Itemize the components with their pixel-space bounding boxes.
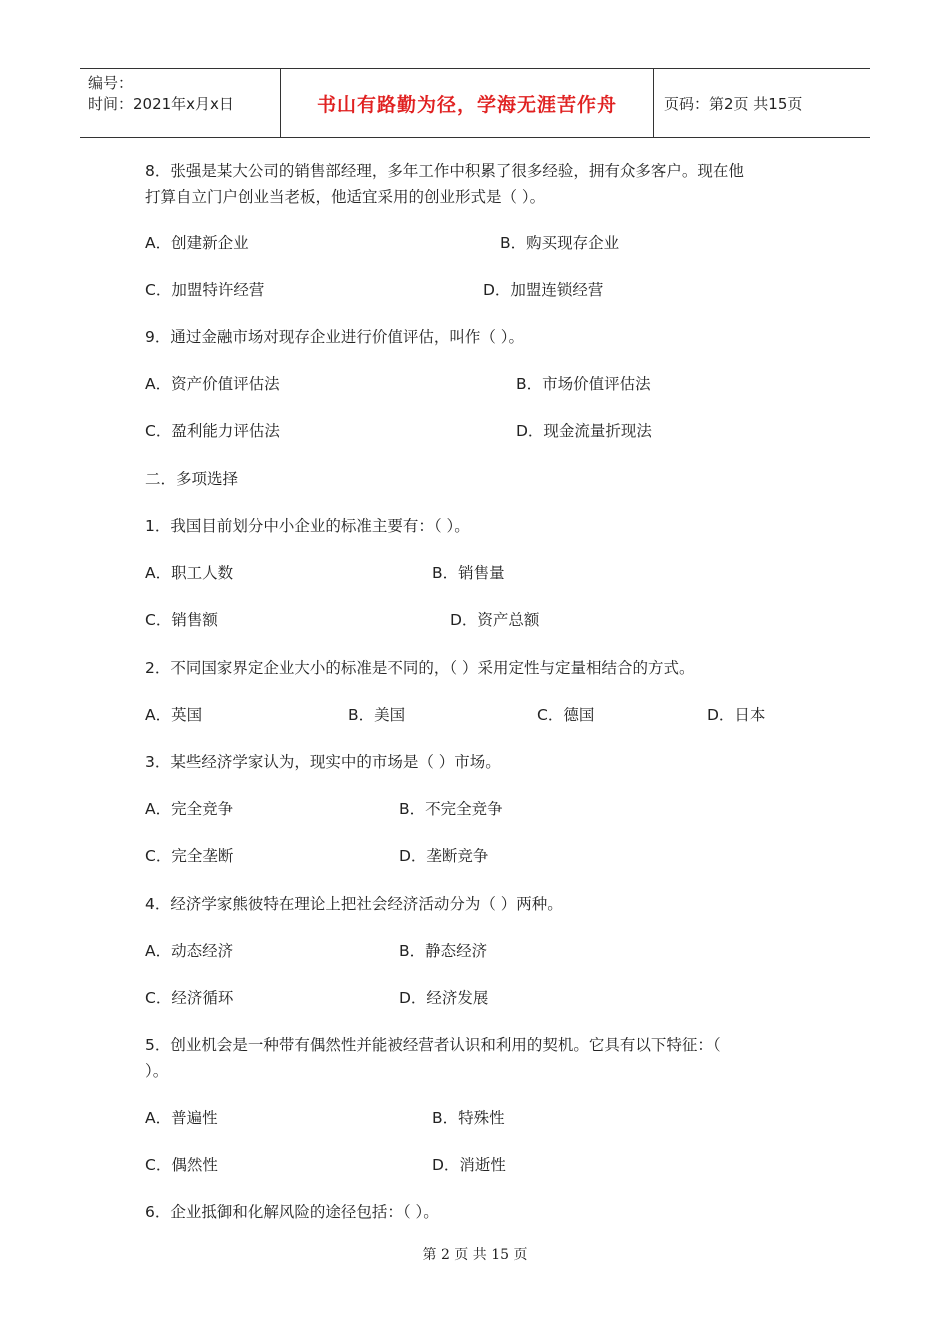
m5-option-c: C．偶然性 bbox=[145, 1156, 218, 1174]
m2-option-a: A．英国 bbox=[145, 706, 203, 724]
q9-option-b: B．市场价值评估法 bbox=[516, 375, 651, 393]
m4-option-d: D．经济发展 bbox=[399, 989, 489, 1007]
page-header bbox=[80, 68, 870, 138]
mc-question-3: 3．某些经济学家认为，现实中的市场是（ ）市场。 bbox=[145, 753, 501, 771]
m3-option-d: D．垄断竞争 bbox=[399, 847, 489, 865]
m2-option-b: B．美国 bbox=[348, 706, 406, 724]
m2-option-c: C．德国 bbox=[537, 706, 595, 724]
q8-option-a: A．创建新企业 bbox=[145, 234, 249, 252]
m5-option-b: B．特殊性 bbox=[432, 1109, 505, 1127]
q9-option-a: A．资产价值评估法 bbox=[145, 375, 280, 393]
m4-option-a: A．动态经济 bbox=[145, 942, 234, 960]
mc-question-6: 6．企业抵御和化解风险的途径包括：（ ）。 bbox=[145, 1203, 439, 1221]
question-9: 9．通过金融市场对现存企业进行价值评估，叫作（ ）。 bbox=[145, 328, 525, 346]
header-motto: 书山有路勤为径，学海无涯苦作舟 bbox=[281, 69, 654, 137]
q8-option-c: C．加盟特许经营 bbox=[145, 281, 265, 299]
header-page-info: 页码：第2页 共15页 bbox=[664, 94, 803, 113]
page-footer: 第 2 页 共 15 页 bbox=[422, 1247, 528, 1263]
question-8-line2: 打算自立门户创业当老板，他适宜采用的创业形式是（ ）。 bbox=[145, 188, 546, 206]
number-label: 编号： bbox=[88, 74, 134, 92]
q8-option-b: B．购买现存企业 bbox=[500, 234, 620, 252]
m5-option-a: A．普遍性 bbox=[145, 1109, 218, 1127]
m1-option-d: D．资产总额 bbox=[450, 611, 540, 629]
mc-question-5-line2: ）。 bbox=[145, 1062, 169, 1080]
q8-option-d: D．加盟连锁经营 bbox=[483, 281, 604, 299]
m3-option-a: A．完全竞争 bbox=[145, 800, 234, 818]
section-heading-multiple-choice: 二．多项选择 bbox=[145, 470, 239, 488]
q9-option-c: C．盈利能力评估法 bbox=[145, 422, 280, 440]
m2-option-d: D．日本 bbox=[707, 706, 766, 724]
mc-question-5-line1: 5．创业机会是一种带有偶然性并能被经营者认识和利用的契机。它具有以下特征：（ bbox=[145, 1036, 721, 1054]
mc-question-4: 4．经济学家熊彼特在理论上把社会经济活动分为（ ）两种。 bbox=[145, 895, 563, 913]
m5-option-d: D．消逝性 bbox=[432, 1156, 506, 1174]
header-meta bbox=[80, 69, 281, 137]
m4-option-b: B．静态经济 bbox=[399, 942, 488, 960]
q9-option-d: D．现金流量折现法 bbox=[516, 422, 652, 440]
question-8-line1: 8．张强是某大公司的销售部经理，多年工作中积累了很多经验，拥有众多客户。现在他 bbox=[145, 162, 744, 180]
date-label: 时间：2021年x月x日 bbox=[88, 95, 234, 113]
mc-question-2: 2．不同国家界定企业大小的标准是不同的，（ ）采用定性与定量相结合的方式。 bbox=[145, 659, 695, 677]
m3-option-b: B．不完全竞争 bbox=[399, 800, 503, 818]
m1-option-a: A．职工人数 bbox=[145, 564, 234, 582]
m4-option-c: C．经济循环 bbox=[145, 989, 234, 1007]
mc-question-1: 1．我国目前划分中小企业的标准主要有：（ ）。 bbox=[145, 517, 470, 535]
m1-option-c: C．销售额 bbox=[145, 611, 218, 629]
m3-option-c: C．完全垄断 bbox=[145, 847, 234, 865]
m1-option-b: B．销售量 bbox=[432, 564, 505, 582]
